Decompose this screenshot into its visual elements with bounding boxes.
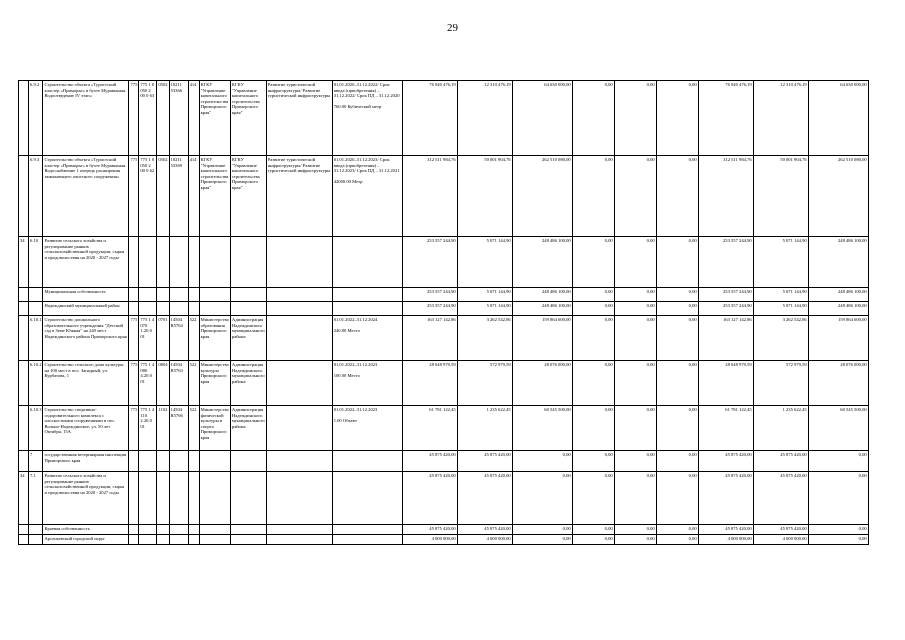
table-cell [332,302,402,316]
table-cell: 522 [188,316,199,361]
table-cell: Министерство образования Приморского края [199,316,230,361]
table-cell: 28 648 979,59 [402,361,457,406]
table-cell [266,525,332,535]
table-cell [169,525,188,535]
table-cell: 248 486 100,00 [808,302,868,316]
table-cell: 01.01.2022–31.12.2024 240.00 Место [332,316,402,361]
table-cell [157,451,169,472]
table-cell: 0,00 [614,406,656,451]
table-cell: 572 979,59 [753,361,808,406]
table-cell: 312 511 984,76 [402,156,457,237]
table-cell [188,237,199,288]
table-cell [19,316,29,361]
table-cell [188,472,199,525]
table-cell: 159 864 600,00 [808,316,868,361]
table-cell: 45 875 420,00 [457,525,512,535]
table-cell: 0,00 [656,288,698,302]
table-cell: 45 875 420,00 [698,525,753,535]
table-cell: 0,00 [614,451,656,472]
table-cell [266,361,332,406]
table-cell: 0502 [157,156,169,237]
table-cell: 6.10.2 [29,361,43,406]
table-cell [157,472,169,525]
table-cell: 775 1 4 110 2.20.0 01 [139,406,157,451]
table-cell [266,535,332,545]
table-cell [157,525,169,535]
table-cell [157,302,169,316]
table-cell: Надеждинский муниципальный район [43,302,129,316]
table-cell [199,472,230,525]
table-cell [19,288,29,302]
table-cell: Министерство физической культуры и спорта Приморского края [199,406,230,451]
table-cell: 28 648 979,59 [698,361,753,406]
table-cell [29,525,43,535]
table-cell [169,535,188,545]
table-cell: 0,00 [572,535,614,545]
table-cell: 5 071 144,90 [457,237,512,288]
table-cell [230,472,266,525]
table-cell [139,535,157,545]
table-cell [266,302,332,316]
table-cell: 775 [129,406,139,451]
table-cell: 0,00 [656,451,698,472]
table-cell: 45 875 420,00 [457,472,512,525]
table-cell [332,472,402,525]
table-cell: 0,00 [656,535,698,545]
table-cell: 5 071 144,90 [457,288,512,302]
table-cell [199,237,230,288]
table-cell: 45 875 420,00 [402,472,457,525]
table-cell [29,288,43,302]
table-cell [230,288,266,302]
table-cell: 0,00 [614,81,656,156]
table-cell: 0,00 [614,316,656,361]
table-cell: КГКУ "Управление капитального строительства Приморского края" [230,81,266,156]
table-cell: 0502 [157,81,169,156]
table-row [19,288,869,302]
table-cell: 0,00 [808,535,868,545]
table-cell: 0,00 [512,472,572,525]
table-cell: 0,00 [614,302,656,316]
table-cell [266,316,332,361]
table-cell: КГКУ "Управление капитального строительства Приморского края" [199,156,230,237]
table-cell: 60 545 500,00 [512,406,572,451]
table-cell: 253 557 244,90 [698,302,753,316]
table-cell [19,361,29,406]
table-cell: 10211 53369 [169,156,188,237]
table-cell: 0,00 [572,302,614,316]
table-cell: 6.10.3 [29,406,43,451]
table-cell: 4 000 000,00 [402,535,457,545]
table-cell [199,525,230,535]
table-cell: Строительство объекта «Туристский кластер «Приморье» в бухте Муравьиная. Водоснабжение 1 очередь расширения замыкающего очистного сооружения» [43,156,129,237]
table-row [19,451,869,472]
table-cell [19,535,29,545]
table-cell: 45 875 420,00 [698,451,753,472]
table-cell: Министерство культуры Приморского края [199,361,230,406]
table-cell: 248 486 100,00 [512,237,572,288]
table-cell: 0,00 [614,361,656,406]
table-cell [230,535,266,545]
table-cell [19,156,29,237]
table-cell [29,535,43,545]
table-cell: 12 310 476,19 [753,81,808,156]
table-cell: Развитие сельского хозяйства и регулирование рынков сельскохозяйственной продукции, сырья и продовольствия на 2020 - 2027 годы [43,472,129,525]
table-cell: 0,00 [572,451,614,472]
table-row [19,302,869,316]
table-cell: 0,00 [656,237,698,288]
table-cell: 159 864 600,00 [512,316,572,361]
table-cell: 12 310 476,19 [457,81,512,156]
table-cell [29,302,43,316]
table-cell: 262 510 080,00 [808,156,868,237]
table-cell: 0,00 [572,237,614,288]
table-cell: 34 [19,237,29,288]
table-cell [169,472,188,525]
table-cell: 50 001 904,76 [457,156,512,237]
table-cell: 28 076 000,00 [808,361,868,406]
table-cell [139,237,157,288]
table-cell: 0,00 [572,525,614,535]
table-cell: 775 1 4 070 1.20.0 01 [139,316,157,361]
table-cell: 5 071 144,90 [753,302,808,316]
table-cell [139,472,157,525]
table-cell: Краевая собственность [43,525,129,535]
table-cell [266,451,332,472]
table-cell: 0,00 [572,81,614,156]
table-cell: 01.01.2020–31.12.2023/ Срок ввода (приобретения) – 31.12.2023/ Срок ПД – 31.12.2021 42000.00 Метр [332,156,402,237]
table-cell: 0,00 [614,156,656,237]
table-cell: 248 486 100,00 [808,288,868,302]
table-row [19,535,869,545]
table-cell: 248 486 100,00 [808,237,868,288]
table-cell: 61 781 122,45 [402,406,457,451]
table-cell: 0,00 [572,472,614,525]
table-cell [266,472,332,525]
table-cell: 6.9.2 [29,81,43,156]
table-cell [169,237,188,288]
table-cell [169,302,188,316]
table-cell: 0,00 [512,525,572,535]
table-cell [332,451,402,472]
table-cell: 0,00 [572,406,614,451]
table-cell: 6.10 [29,237,43,288]
table-cell: 6.9.3 [29,156,43,237]
table-cell: 14504 R5766 [169,406,188,451]
table-cell: 45 875 420,00 [753,472,808,525]
table-cell [129,451,139,472]
table-cell: 163 127 142,86 [698,316,753,361]
table-cell [139,302,157,316]
table-row [19,406,869,451]
table-cell: 28 076 000,00 [512,361,572,406]
table-cell: 45 875 420,00 [457,451,512,472]
table-row [19,361,869,406]
table-cell [19,406,29,451]
table-cell: 7 [29,451,43,472]
table-cell: 0,00 [656,156,698,237]
table-cell: Развитие туристической инфраструктуры/ Развитие туристической инфраструктуры [266,81,332,156]
table-cell: 414 [188,156,199,237]
table-cell: 0,00 [808,451,868,472]
table-cell: 45 875 420,00 [753,525,808,535]
table-cell [332,288,402,302]
table-cell: 64 630 000,00 [808,81,868,156]
table-cell: Строительство дошкольного образовательного учреждения "Детский сад в Земе Южная" на 240 мест Надеждинского района Приморского края [43,316,129,361]
table-cell [266,288,332,302]
table-cell: 0,00 [656,361,698,406]
table-cell: 775 1 4 080 4.20.0 01 [139,361,157,406]
table-cell [230,302,266,316]
table-cell: 0,00 [656,316,698,361]
table-cell: 253 557 244,90 [402,288,457,302]
table-cell [199,451,230,472]
table-cell: 0,00 [808,525,868,535]
table-cell: 1 235 622,45 [457,406,512,451]
table-cell [188,525,199,535]
table-cell: 50 001 904,76 [753,156,808,237]
table-cell: Строительство объекта «Туристский кластер «Приморье» в бухте Муравьиная. Водоотведение IV этап» [43,81,129,156]
table-cell: 0,00 [656,472,698,525]
table-cell [188,451,199,472]
table-cell [199,302,230,316]
table-cell: 522 [188,361,199,406]
table-cell: 0,00 [512,535,572,545]
table-cell [129,302,139,316]
table-cell: 163 127 142,86 [402,316,457,361]
table-cell [129,525,139,535]
table-cell [266,406,332,451]
table-cell: 34 [19,472,29,525]
table-cell: Развитие сельского хозяйства и регулирование рынков сельскохозяйственной продукции, сырья и продовольствия на 2020 - 2027 годы [43,237,129,288]
table-cell: 253 557 244,90 [402,302,457,316]
table-cell [230,451,266,472]
table-cell [169,451,188,472]
table-cell: 775 [129,156,139,237]
table-cell: 10211 53366 [169,81,188,156]
table-cell: 76 940 476,19 [402,81,457,156]
table-cell: 76 940 476,19 [698,81,753,156]
table-cell: Муниципальная собственность [43,288,129,302]
table-cell [19,81,29,156]
table-cell [129,472,139,525]
table-cell [332,535,402,545]
table-row [19,237,869,288]
table-cell: 253 557 244,90 [402,237,457,288]
table-cell: 0,00 [656,406,698,451]
page-number: 29 [447,22,458,34]
table-cell: 522 [188,406,199,451]
table-cell: Арсеньевский городской округ [43,535,129,545]
table-cell [19,451,29,472]
table-cell: 248 486 100,00 [512,302,572,316]
table-cell: 4 000 000,00 [753,535,808,545]
table-cell: 0,00 [656,81,698,156]
table-cell: 14504 R5763 [169,361,188,406]
table-cell [157,535,169,545]
table-cell [188,288,199,302]
table-cell: 1102 [157,406,169,451]
table-cell: 0,00 [656,525,698,535]
table-cell: 0,00 [614,472,656,525]
table-cell: 4 000 000,00 [457,535,512,545]
table-cell: КГКУ "Управление капитального строительства Приморского края" [230,156,266,237]
table-cell: 6.10.1 [29,316,43,361]
table-cell: 5 071 144,90 [457,302,512,316]
table-cell: 0,00 [572,361,614,406]
table-cell: Строительство сельского дома культуры на 100 мест в пос. Западный, ул. Курбатова, 1 [43,361,129,406]
table-cell: 775 [129,316,139,361]
table-cell [169,288,188,302]
table-cell: 0,00 [656,302,698,316]
table-cell [129,535,139,545]
table-cell [199,288,230,302]
table-cell: 248 486 100,00 [512,288,572,302]
table-cell: 3 262 542,86 [753,316,808,361]
table-cell: 0,00 [572,316,614,361]
table-cell: Администрация Надеждинского муниципального района [230,406,266,451]
table-cell: 45 875 420,00 [753,451,808,472]
table-cell: КГКУ "Управление капитального строительства Приморского края" [199,81,230,156]
table-cell: 4 000 000,00 [698,535,753,545]
table-cell: 0,00 [614,525,656,535]
table-cell: 01.01.2020–31.12.2022/ Срок ввода (приобретения) – 31.12.2022/ Срок ПД – 31.12.2020 760.00 Кубический метр [332,81,402,156]
table-cell: 7.1 [29,472,43,525]
table-cell [129,237,139,288]
table-row [19,472,869,525]
table-cell: 1 235 622,45 [753,406,808,451]
table-cell: 01.01.2022–31.12.2023 100.00 Место [332,361,402,406]
table-row [19,525,869,535]
table-cell: 312 511 984,76 [698,156,753,237]
table-cell [157,288,169,302]
table-cell: 253 557 244,90 [698,237,753,288]
table-cell: 45 875 420,00 [698,472,753,525]
table-cell: 0701 [157,316,169,361]
table-cell [199,535,230,545]
table-cell [129,288,139,302]
table-cell: 775 [129,81,139,156]
table-cell: Администрация Надеждинского муниципального района [230,316,266,361]
table-row [19,156,869,237]
investment-objects-table [18,80,869,545]
table-cell: 0,00 [512,451,572,472]
table-cell: 45 875 420,00 [402,451,457,472]
table-cell [188,535,199,545]
table-cell [139,525,157,535]
table-cell: 414 [188,81,199,156]
table-row [19,81,869,156]
table-cell: Развитие туристической инфраструктуры/ Развитие туристической инфраструктуры [266,156,332,237]
table-cell: 0,00 [614,535,656,545]
table-cell [266,237,332,288]
table-cell: 14504 R5764 [169,316,188,361]
table-cell: 0804 [157,361,169,406]
table-cell [332,237,402,288]
table-cell: 64 630 000,00 [512,81,572,156]
table-cell: 0,00 [614,237,656,288]
table-cell [139,451,157,472]
table-cell: 262 510 080,00 [512,156,572,237]
table-cell [19,302,29,316]
table-cell: 0,00 [572,156,614,237]
table-cell: 61 781 122,45 [698,406,753,451]
table-cell [230,525,266,535]
table-cell: 572 979,59 [457,361,512,406]
table-cell [332,525,402,535]
table-cell [188,302,199,316]
table-cell: 3 262 542,86 [457,316,512,361]
table-cell [139,288,157,302]
table-cell: 0,00 [808,472,868,525]
table-cell: 5 071 144,90 [753,288,808,302]
table-cell: 60 545 500,00 [808,406,868,451]
table-cell: 0,00 [572,288,614,302]
table-cell: 0,00 [614,288,656,302]
table-cell: государственная ветеринарная инспекция Приморского края [43,451,129,472]
table-cell: 775 1 0 050 2 00 0 63 [139,81,157,156]
table-cell: 775 1 0 050 2 00 0 62 [139,156,157,237]
table-cell: 5 071 144,90 [753,237,808,288]
table-cell: 01.01.2022–31.12.2023 1.00 Объект [332,406,402,451]
table-cell: Администрация Надеждинского муниципального района [230,361,266,406]
table-cell [230,237,266,288]
table-cell: Строительство спортивно-оздоровительного комплекса с плоскостными сооружениями в пос. Вольно-Надеждинское, ул. 50 лет Октября, 15А [43,406,129,451]
table-cell: 775 [129,361,139,406]
table-cell [19,525,29,535]
table-cell: 253 557 244,90 [698,288,753,302]
table-row [19,316,869,361]
table-cell: 45 875 420,00 [402,525,457,535]
table-cell [157,237,169,288]
